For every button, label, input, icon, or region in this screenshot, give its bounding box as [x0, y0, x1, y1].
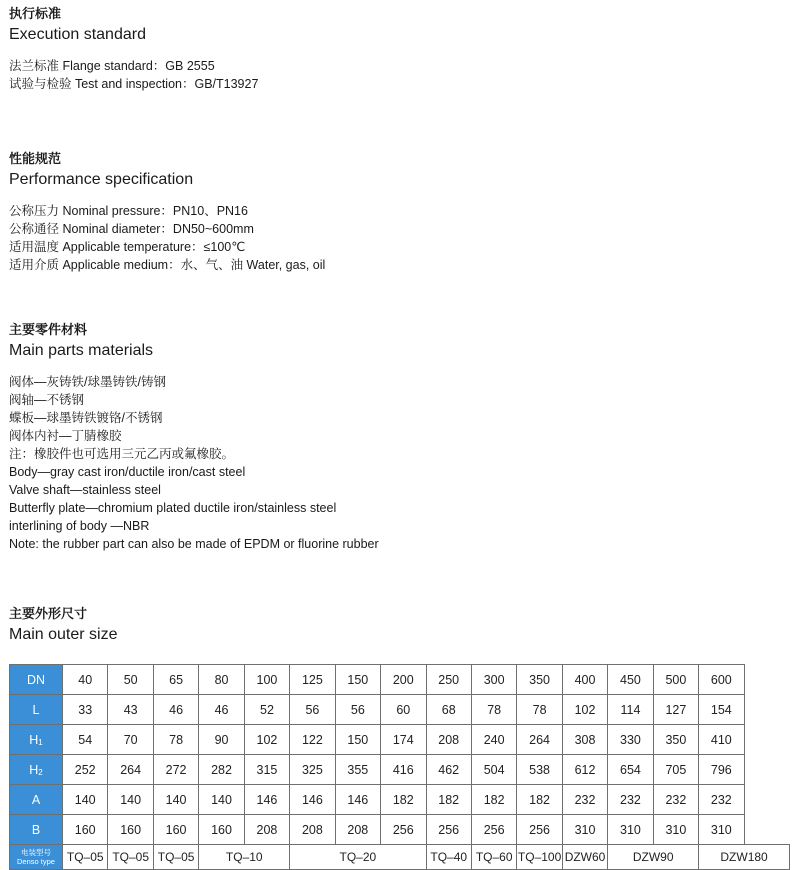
- denso-type-cell: TQ–40: [426, 845, 471, 870]
- table-cell: 182: [426, 785, 471, 815]
- table-cell: 350: [517, 665, 562, 695]
- denso-type-cell: TQ–05: [63, 845, 108, 870]
- section-title-en: Main parts materials: [9, 342, 154, 359]
- material-line: 阀体—灰铸铁/球墨铸铁/铸钢: [9, 375, 166, 389]
- section-title-en: Execution standard: [9, 26, 146, 43]
- spec-line: 适用温度 Applicable temperature：≤100℃: [9, 240, 246, 254]
- section-title-zh: 性能规范: [9, 151, 62, 166]
- table-cell: 256: [517, 815, 562, 845]
- row-header-h2: H2: [10, 755, 63, 785]
- material-line: Body—gray cast iron/ductile iron/cast steel: [9, 465, 246, 479]
- material-line: 注：橡胶件也可选用三元乙丙或氟橡胶。: [9, 447, 235, 461]
- table-cell: 300: [471, 665, 516, 695]
- row-header-l: L: [10, 695, 63, 725]
- table-cell: 208: [335, 815, 380, 845]
- table-cell: 114: [608, 695, 653, 725]
- table-cell: 310: [608, 815, 653, 845]
- table-cell: 40: [63, 665, 108, 695]
- table-cell: 315: [244, 755, 289, 785]
- table-cell: 796: [699, 755, 744, 785]
- table-cell: 500: [653, 665, 698, 695]
- section-title-zh: 主要外形尺寸: [9, 606, 88, 621]
- table-cell: 122: [290, 725, 335, 755]
- table-cell: 140: [108, 785, 153, 815]
- table-cell: 264: [108, 755, 153, 785]
- table-cell: 450: [608, 665, 653, 695]
- material-line: 阀体内衬—丁腈橡胶: [9, 429, 122, 443]
- table-cell: 330: [608, 725, 653, 755]
- table-row: [10, 665, 790, 695]
- table-cell: 33: [63, 695, 108, 725]
- table-row: [10, 785, 790, 815]
- table-cell: 127: [653, 695, 698, 725]
- table-cell: 256: [471, 815, 516, 845]
- table-cell: 56: [290, 695, 335, 725]
- spec-line: 适用介质 Applicable medium：水、气、油 Water, gas, oil: [9, 258, 326, 272]
- table-cell: 46: [153, 695, 198, 725]
- section-title-zh: 主要零件材料: [9, 322, 88, 337]
- table-cell: 410: [699, 725, 744, 755]
- material-line: Butterfly plate—chromium plated ductile iron/stainless steel: [9, 501, 337, 515]
- row-header-b: B: [10, 815, 63, 845]
- table-cell: 182: [517, 785, 562, 815]
- table-cell: 160: [199, 815, 244, 845]
- table-cell: 65: [153, 665, 198, 695]
- table-cell: 160: [153, 815, 198, 845]
- table-cell: 208: [244, 815, 289, 845]
- table-cell: 80: [199, 665, 244, 695]
- denso-type-cell: TQ–100: [517, 845, 562, 870]
- material-line: 蝶板—球墨铸铁镀铬/不锈钢: [9, 411, 163, 425]
- table-row-denso: [10, 845, 790, 870]
- table-cell: 600: [699, 665, 744, 695]
- material-line: 阀轴—不锈钢: [9, 393, 85, 407]
- table-cell: 208: [426, 725, 471, 755]
- table-cell: 146: [335, 785, 380, 815]
- table-cell: 310: [699, 815, 744, 845]
- table-cell: 102: [562, 695, 607, 725]
- table-cell: 70: [108, 725, 153, 755]
- denso-type-cell: TQ–10: [199, 845, 290, 870]
- table-cell: 140: [153, 785, 198, 815]
- material-line: Note: the rubber part can also be made of EPDM or fluorine rubber: [9, 537, 379, 551]
- table-cell: 125: [290, 665, 335, 695]
- table-cell: 78: [471, 695, 516, 725]
- denso-type-cell: DZW180: [699, 845, 790, 870]
- table-cell: 282: [199, 755, 244, 785]
- table-cell: 146: [244, 785, 289, 815]
- denso-type-cell: TQ–20: [290, 845, 426, 870]
- spec-line: 试验与检验 Test and inspection：GB/T13927: [9, 77, 259, 91]
- denso-type-cell: DZW90: [608, 845, 699, 870]
- spec-line: 法兰标准 Flange standard：GB 2555: [9, 59, 215, 73]
- table-cell: 232: [608, 785, 653, 815]
- table-cell: 310: [653, 815, 698, 845]
- table-cell: 232: [699, 785, 744, 815]
- table-cell: 705: [653, 755, 698, 785]
- table-cell: 100: [244, 665, 289, 695]
- section-title-zh: 执行标准: [9, 6, 62, 21]
- table-cell: 538: [517, 755, 562, 785]
- table-row: [10, 725, 790, 755]
- table-cell: 140: [199, 785, 244, 815]
- table-cell: 612: [562, 755, 607, 785]
- table-cell: 146: [290, 785, 335, 815]
- table-cell: 56: [335, 695, 380, 725]
- table-cell: 355: [335, 755, 380, 785]
- row-header-dn: DN: [10, 665, 63, 695]
- main-outer-size-section: [9, 606, 118, 645]
- table-cell: 310: [562, 815, 607, 845]
- denso-type-cell: TQ–05: [153, 845, 198, 870]
- spec-line: 公称通径 Nominal diameter：DN50~600mm: [9, 222, 254, 236]
- table-cell: 90: [199, 725, 244, 755]
- table-cell: 182: [471, 785, 516, 815]
- table-cell: 240: [471, 725, 516, 755]
- table-cell: 60: [381, 695, 426, 725]
- table-cell: 250: [426, 665, 471, 695]
- table-cell: 174: [381, 725, 426, 755]
- table-cell: 252: [63, 755, 108, 785]
- section-title-en: Performance specification: [9, 171, 194, 188]
- table-cell: 256: [381, 815, 426, 845]
- table-cell: 308: [562, 725, 607, 755]
- table-cell: 200: [381, 665, 426, 695]
- table-cell: 325: [290, 755, 335, 785]
- table-row: [10, 755, 790, 785]
- table-cell: 160: [108, 815, 153, 845]
- table-cell: 350: [653, 725, 698, 755]
- table-cell: 264: [517, 725, 562, 755]
- table-cell: 272: [153, 755, 198, 785]
- table-cell: 504: [471, 755, 516, 785]
- denso-type-cell: DZW60: [562, 845, 607, 870]
- table-row: [10, 695, 790, 725]
- execution-standard-section: [9, 6, 258, 93]
- table-row: [10, 815, 790, 845]
- table-cell: 154: [699, 695, 744, 725]
- table-cell: 50: [108, 665, 153, 695]
- table-cell: 400: [562, 665, 607, 695]
- table-cell: 654: [608, 755, 653, 785]
- row-header-a: A: [10, 785, 63, 815]
- table-cell: 52: [244, 695, 289, 725]
- outer-size-table: [9, 664, 790, 870]
- row-header-h1: H1: [10, 725, 63, 755]
- table-cell: 43: [108, 695, 153, 725]
- denso-type-cell: TQ–05: [108, 845, 153, 870]
- table-cell: 182: [381, 785, 426, 815]
- material-line: Valve shaft—stainless steel: [9, 483, 161, 497]
- main-parts-materials-section: [9, 322, 379, 553]
- material-line: interlining of body —NBR: [9, 519, 150, 533]
- table-cell: 78: [153, 725, 198, 755]
- section-title-en: Main outer size: [9, 626, 118, 643]
- table-cell: 160: [63, 815, 108, 845]
- table-cell: 416: [381, 755, 426, 785]
- table-cell: 46: [199, 695, 244, 725]
- table-cell: 256: [426, 815, 471, 845]
- performance-spec-section: [9, 151, 325, 274]
- table-cell: 78: [517, 695, 562, 725]
- table-cell: 68: [426, 695, 471, 725]
- table-cell: 140: [63, 785, 108, 815]
- table-cell: 462: [426, 755, 471, 785]
- table-cell: 102: [244, 725, 289, 755]
- denso-type-cell: TQ–60: [471, 845, 516, 870]
- table-cell: 150: [335, 665, 380, 695]
- table-cell: 150: [335, 725, 380, 755]
- table-cell: 208: [290, 815, 335, 845]
- table-cell: 232: [562, 785, 607, 815]
- table-cell: 54: [63, 725, 108, 755]
- row-header-denso-type: 电装型号 Denso type: [10, 845, 63, 870]
- table-cell: 232: [653, 785, 698, 815]
- spec-line: 公称压力 Nominal pressure：PN10、PN16: [9, 204, 248, 218]
